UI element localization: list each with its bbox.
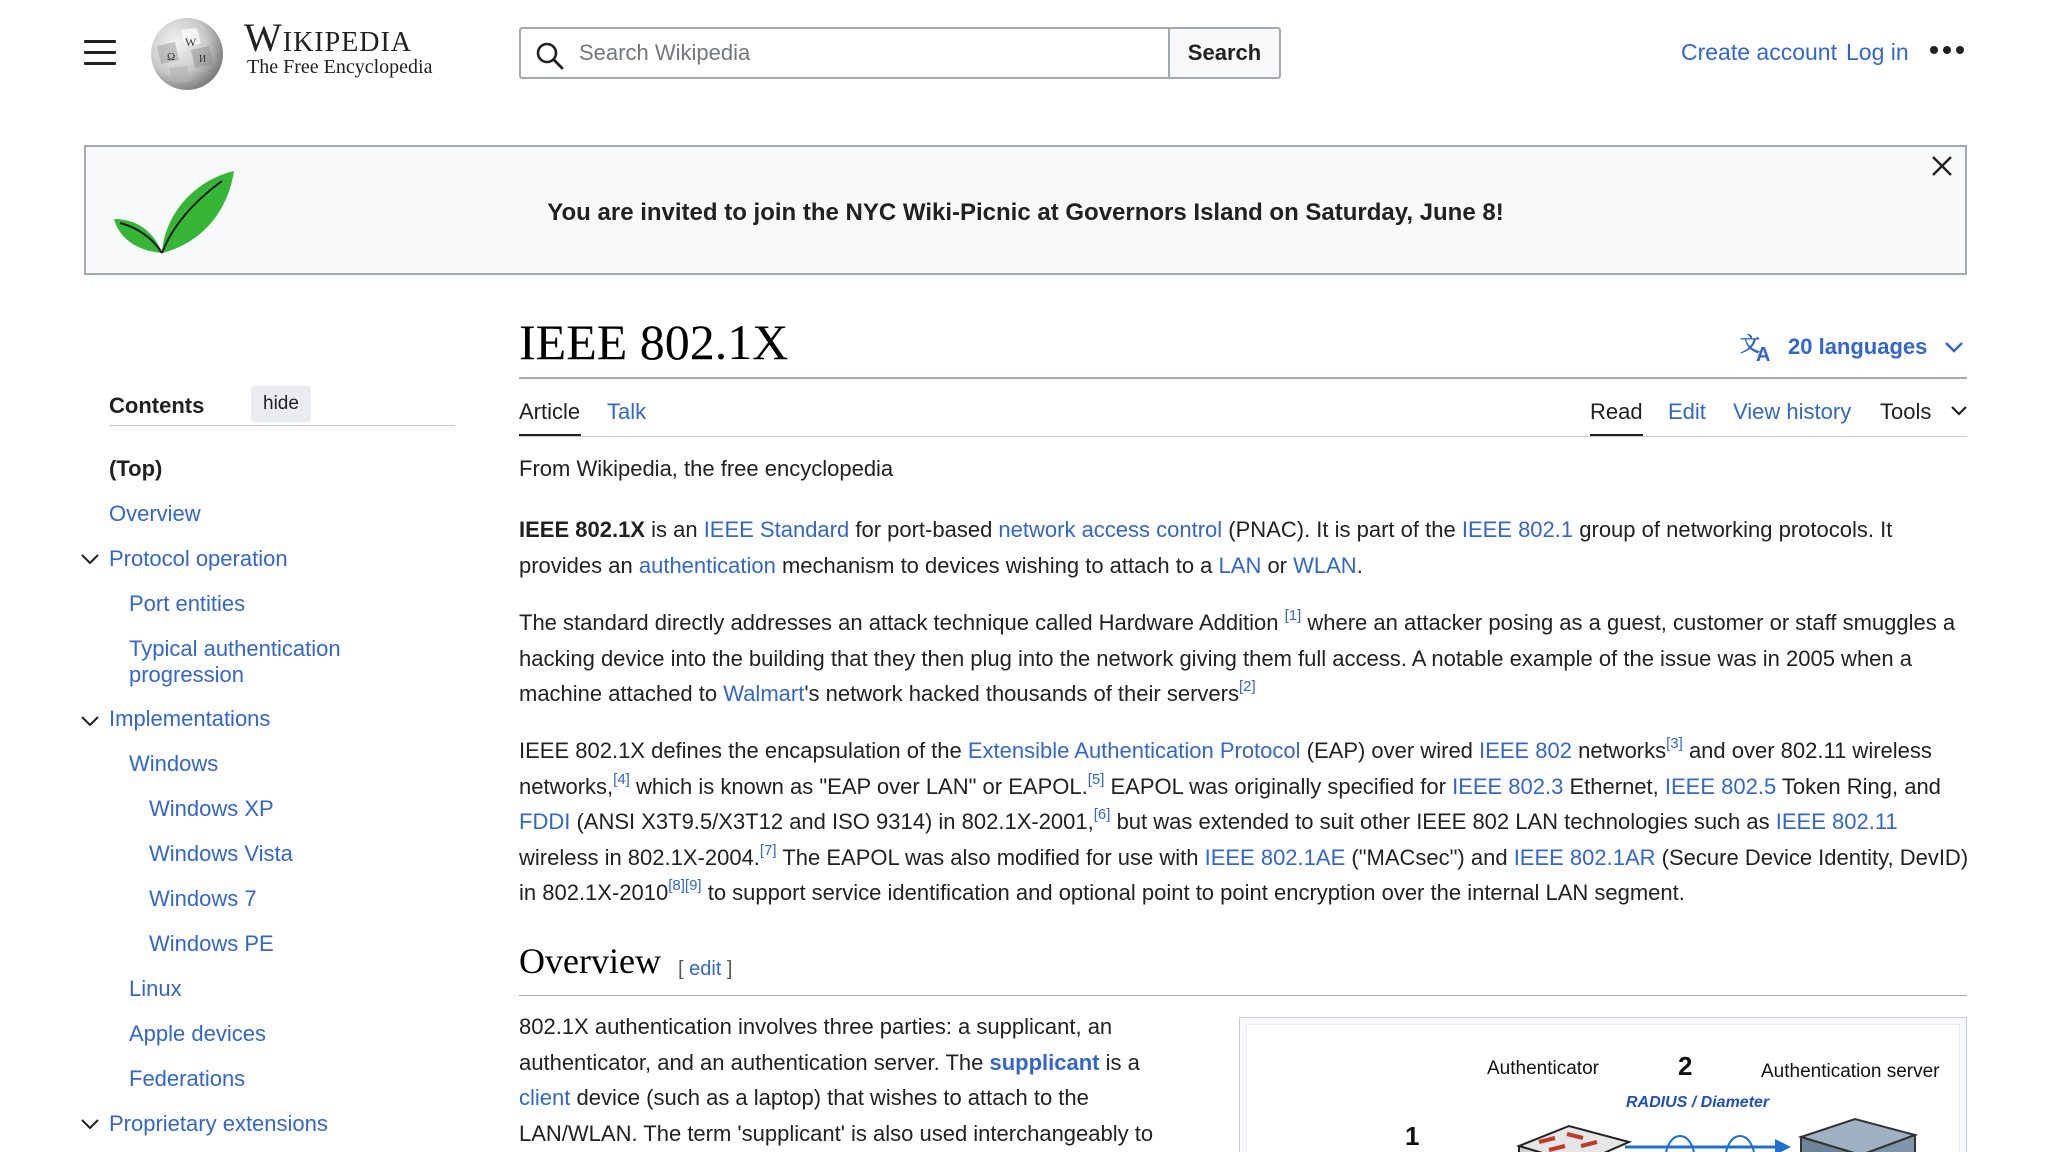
tab-article[interactable]: Article (519, 399, 581, 424)
svg-text:文: 文 (1740, 332, 1760, 356)
site-tagline: From Wikipedia, the free encyclopedia (519, 456, 894, 481)
toc-item-top[interactable]: (Top) (109, 456, 163, 481)
reference-7[interactable]: [7] (759, 841, 777, 859)
link-ieee-802[interactable]: IEEE 802 (1479, 738, 1572, 763)
diagram-label-server: Authentication server (1761, 1061, 1940, 1082)
reference-8[interactable]: [8] (668, 877, 685, 894)
chevron-down-icon[interactable] (80, 552, 100, 566)
toc-item-windows-xp[interactable]: Windows XP (149, 796, 274, 821)
language-button[interactable] (1740, 330, 1965, 364)
toc-item-windows-vista[interactable]: Windows Vista (149, 841, 293, 866)
paragraph-eap: IEEE 802.1X defines the encapsulation of the Extensible Authentication Protocol (EAP) over wired IEEE 802 networks[3] and over 802.11 wireless networks,[4] which is known as "EAP over LAN" or EAPOL.[5] EAPOL was originally specified for IEEE 802.3 Ethernet, IEEE 802.5 Token Ring, and FDDI (ANSI X3T9.5/X3T12 and ISO 9314) in 802.1X-2001,[6] but was extended to suit other IEEE 802 LAN technologies such as IEEE 802.11 wireless in 802.1X-2004.[7] The EAPOL was also modified for use with IEEE 802.1AE ("MACsec") and IEEE 802.1AR (Secure Device Identity, DevID) in 802.1X-2010[8][9] to support service identification and optional point to point encryption over the internal LAN segment. (519, 735, 1969, 905)
reference-4[interactable]: [4] (613, 770, 630, 788)
radius-arrows (1625, 1117, 1795, 1152)
diagram-label-radius: RADIUS / Diameter (1626, 1094, 1770, 1111)
link-ieee-802-1ar[interactable]: IEEE 802.1AR (1513, 844, 1656, 870)
toc-item-linux[interactable]: Linux (129, 976, 182, 1001)
link-walmart[interactable]: Walmart (723, 681, 805, 706)
reference-5[interactable]: [5] (1087, 770, 1105, 788)
toc-item-typical-authentication-progression[interactable]: Typical authentication progression (129, 636, 341, 687)
paragraph-overview: 802.1X authentication involves three parties: a supplicant, an authenticator, and an authentication server. The supplicant is a client device (such as a laptop) that wishes to attach to the LAN/WLAN. The term 'supplicant' is also used interchangeably to (519, 1014, 1154, 1146)
link-wlan[interactable]: WLAN (1293, 552, 1357, 578)
section-edit-link: [ edit ] (678, 958, 733, 980)
diagram-thumbnail[interactable] (1239, 1017, 1967, 1152)
menu-bar (84, 40, 116, 43)
close-icon[interactable] (1927, 151, 1957, 181)
section-divider (519, 995, 1967, 996)
paragraph-hardware-addition: The standard directly addresses an attack technique called Hardware Addition [1] where an attacker posing as a guest, customer or staff smuggles a hacking device into the building that they then plug into the network giving them full access. A notable example of the issue was in 2005 when a machine attached to Walmart's network hacked thousands of their servers[2] (519, 607, 1956, 706)
paragraph-intro: IEEE 802.1X is an IEEE Standard for port-based network access control (PNAC). It is part of the IEEE 802.1 group of networking protocols. It provides an authentication mechanism to devices wishing to attach to a LAN or WLAN. (519, 517, 1893, 578)
more-options-icon[interactable] (1930, 46, 1964, 58)
link-network-access-control[interactable]: network access control (998, 517, 1223, 542)
wikipedia-tagline: The Free Encyclopedia (247, 56, 433, 78)
diagram-image (1246, 1024, 1960, 1152)
diagram-label-authenticator: Authenticator (1487, 1058, 1599, 1079)
reference-3[interactable]: [3] (1666, 735, 1683, 752)
diagram-label-1: 1 (1405, 1121, 1420, 1151)
tab-view-history[interactable]: View history (1733, 399, 1852, 424)
chevron-down-icon[interactable] (80, 1117, 100, 1131)
wikipedia-wordmark[interactable]: Wikipedia (244, 15, 413, 60)
link-ieee-802-5[interactable]: IEEE 802.5 (1664, 773, 1777, 799)
language-count: 20 languages (1788, 334, 1928, 359)
svg-text:И: И (199, 54, 207, 65)
link-ieee-standard[interactable]: IEEE Standard (703, 517, 850, 542)
toc-hide-button[interactable]: hide (251, 386, 311, 422)
link-lan[interactable]: LAN (1218, 552, 1262, 578)
link-supplicant[interactable]: supplicant (989, 1049, 1100, 1075)
link-authentication[interactable]: authentication (638, 552, 776, 578)
edit-link[interactable]: edit (689, 958, 722, 980)
tab-tools[interactable]: Tools (1880, 399, 1932, 424)
link-eap[interactable]: Extensible Authentication Protocol (967, 738, 1301, 763)
toc-header (109, 386, 455, 426)
toc-title: Contents (109, 393, 205, 418)
site-notice-banner (84, 145, 1967, 275)
link-ieee-802-11[interactable]: IEEE 802.11 (1775, 809, 1898, 834)
search-box (519, 27, 1169, 79)
banner-message: You are invited to join the NYC Wiki-Picnic at Governors Island on Saturday, June 8! (547, 199, 1504, 226)
toc-item-apple-devices[interactable]: Apple devices (129, 1021, 266, 1046)
main-menu-button[interactable] (84, 40, 116, 66)
chevron-down-icon[interactable] (1950, 405, 1968, 417)
svg-text:A: A (1756, 344, 1771, 363)
tab-read[interactable]: Read (1590, 399, 1643, 424)
menu-bar (84, 51, 116, 54)
switch-device-icon (1509, 1120, 1639, 1152)
reference-1[interactable]: [1] (1284, 607, 1302, 624)
link-fddi[interactable]: FDDI (519, 809, 571, 834)
diagram-label-2: 2 (1678, 1051, 1693, 1081)
link-ieee-802-1[interactable]: IEEE 802.1 (1461, 517, 1574, 542)
title-divider (519, 377, 1967, 379)
toc-item-port-entities[interactable]: Port entities (129, 591, 246, 616)
log-in-link[interactable]: Log in (1846, 39, 1909, 65)
create-account-link[interactable]: Create account (1681, 39, 1837, 65)
chevron-down-icon (1943, 340, 1965, 354)
reference-2[interactable]: [2] (1238, 678, 1256, 695)
svg-text:Ω: Ω (167, 51, 176, 63)
wikipedia-globe-logo[interactable] (147, 16, 227, 92)
toc-item-windows-pe[interactable]: Windows PE (149, 931, 274, 956)
link-ieee-802-3[interactable]: IEEE 802.3 (1452, 773, 1564, 799)
tab-edit[interactable]: Edit (1668, 399, 1706, 424)
toc-item-proprietary-extensions[interactable]: Proprietary extensions (109, 1111, 328, 1136)
toc-item-overview[interactable]: Overview (109, 501, 201, 526)
search-button[interactable]: Search (1168, 27, 1281, 79)
toc-item-protocol-operation[interactable]: Protocol operation (109, 546, 288, 571)
chevron-down-icon[interactable] (80, 714, 100, 728)
toc-item-windows-7[interactable]: Windows 7 (149, 886, 257, 911)
link-ieee-802-1ae[interactable]: IEEE 802.1AE (1204, 844, 1346, 870)
translate-icon (1740, 331, 1776, 363)
toc-item-windows[interactable]: Windows (129, 751, 219, 776)
menu-bar (84, 62, 116, 65)
reference-9[interactable]: [9] (684, 877, 702, 894)
toc-item-federations[interactable]: Federations (129, 1066, 246, 1091)
server-icon (1795, 1115, 1925, 1152)
search-input[interactable] (579, 29, 1159, 77)
reference-6[interactable]: [6] (1093, 806, 1111, 823)
bold-term: IEEE 802.1X (519, 517, 645, 542)
svg-text:W: W (185, 35, 197, 49)
search-icon (535, 41, 565, 71)
section-heading-overview: Overview (519, 941, 661, 981)
link-client[interactable]: client (519, 1085, 571, 1110)
page-title: IEEE 802.1X (519, 314, 789, 370)
toc-item-implementations[interactable]: Implementations (109, 706, 271, 731)
tab-talk[interactable]: Talk (607, 399, 647, 424)
tabs-divider (519, 436, 1967, 437)
